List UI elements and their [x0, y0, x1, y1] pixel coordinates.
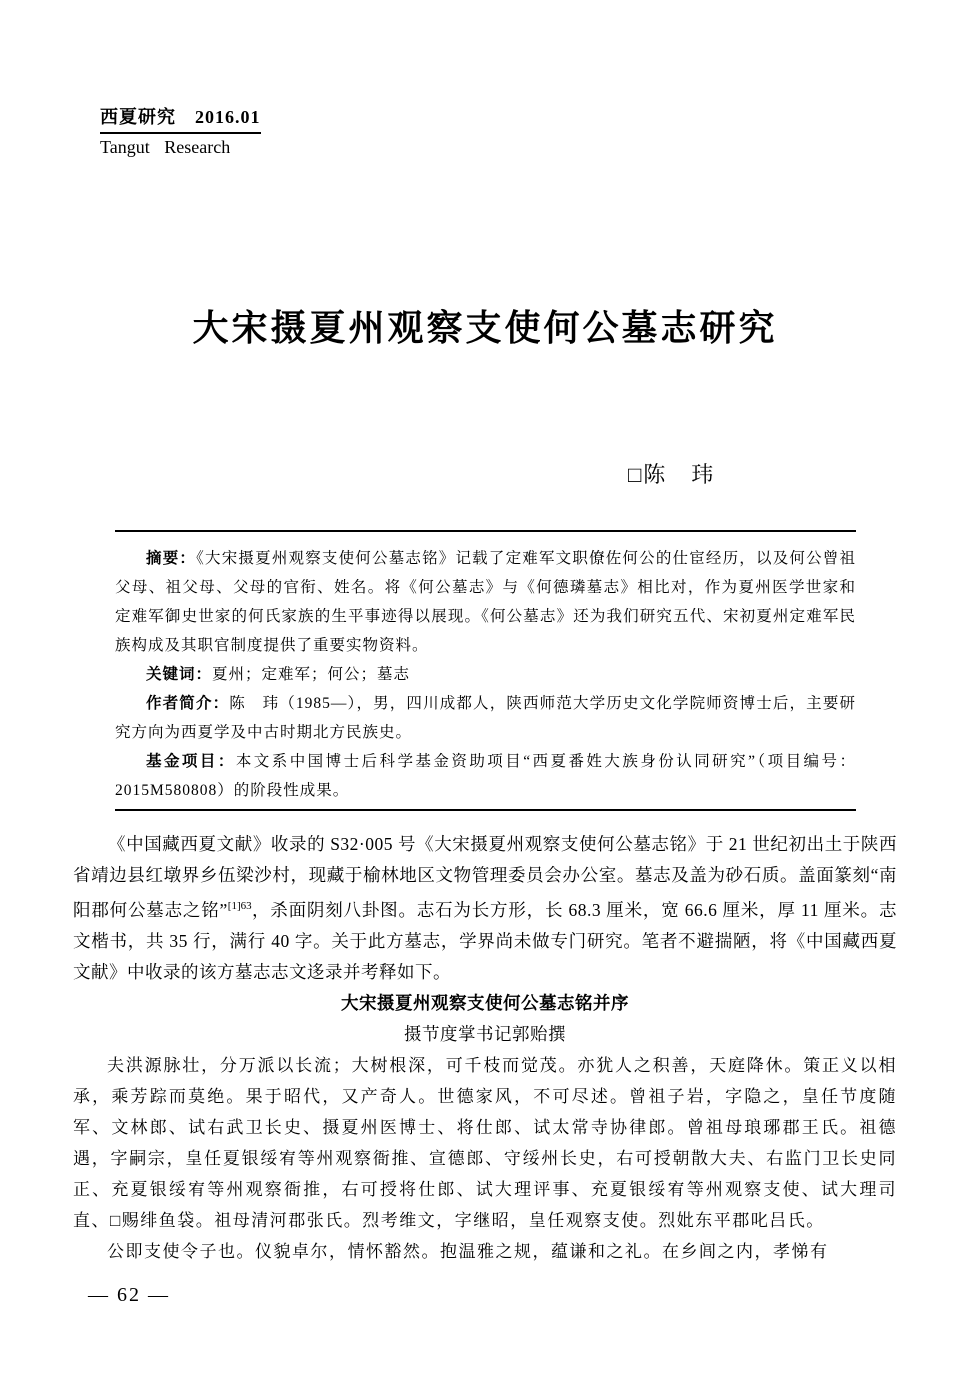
keywords-text: 夏州；定难军；何公；墓志: [212, 666, 411, 683]
epitaph-byline: 摄节度掌书记郭贻撰: [404, 1023, 566, 1044]
abstract-divider-top: [115, 530, 856, 532]
author-name: □陈 玮: [628, 462, 716, 487]
keywords-line: [115, 660, 856, 689]
abstract-paragraph: [115, 544, 856, 660]
body-paragraph-1-text: 《中国藏西夏文献》收录的 S32·005 号《大宋摄夏州观察支使何公墓志铭》于 21 世纪初出土于陕西省靖边县红墩界乡伍梁沙村，现藏于榆林地区文物管理委员会办公室。墓志及盖为砂石质。盖面篆刻“南阳郡何公墓志之铭”: [73, 834, 897, 920]
funding-label: 基金项目：: [146, 753, 236, 770]
funding-paragraph: [115, 747, 856, 805]
abstract-divider-bottom: [115, 809, 856, 811]
epitaph-paragraph-1: 夫洪源脉壮，分万派以长流；大树根深，可千枝而觉茂。亦犹人之积善，天庭降休。策正义以相承，乘芳踪而莫绝。果于昭代，又产奇人。世德家风，不可尽述。曾祖子岩，字隐之，皇任节度随军、文林郎、试右武卫长史、摄夏州医博士、将仕郎、试太常寺协律郎。曾祖母琅琊郡王氏。祖德遇，字嗣宗，皇任夏银绥宥等州观察衙推、宣德郎、守绥州长史，右可授朝散大夫、右监门卫长史同正、充夏银绥宥等州观察衙推，右可授将仕郎、试大理评事、充夏银绥宥等州观察支使、试大理司直、□赐绯鱼袋。祖母清河郡张氏。烈考维文，字继昭，皇任观察支使。烈妣东平郡叱吕氏。: [73, 1055, 897, 1230]
footnote-reference: [1]63: [227, 900, 252, 912]
author-bio-paragraph: [115, 689, 856, 747]
journal-title-zh: 西夏研究 2016.01: [100, 103, 261, 134]
article-title: 大宋摄夏州观察支使何公墓志研究: [192, 307, 778, 348]
epitaph-paragraph-2: 公即支使令子也。仪貌卓尔，情怀豁然。抱温雅之规，蕴谦和之礼。在乡闾之内，孝悌有: [107, 1241, 829, 1261]
journal-header: [100, 103, 261, 158]
abstract-block: [115, 544, 856, 805]
page-number: — 62 —: [88, 1284, 170, 1306]
abstract-text: 《大宋摄夏州观察支使何公墓志铭》记载了定难军文职僚佐何公的仕宦经历，以及何公曾祖父母、祖父母、父母的官衔、姓名。将《何公墓志》与《何德璘墓志》相比对，作为夏州医学世家和定难军御史世家的何氏家族的生平事迹得以展现。《何公墓志》还为我们研究五代、宋初夏州定难军民族构成及其职官制度提供了重要实物资料。: [115, 550, 856, 654]
author-bio-label: 作者简介：: [146, 695, 230, 712]
keywords-label: 关键词：: [146, 666, 213, 683]
body-paragraph-1: [73, 829, 897, 988]
article-body: [73, 829, 897, 1267]
author-bio-text: 陈 玮（1985—），男，四川成都人，陕西师范大学历史文化学院师资博士后，主要研究方向为西夏学及中古时期北方民族史。: [115, 695, 856, 741]
epitaph-title: 大宋摄夏州观察支使何公墓志铭并序: [341, 992, 629, 1013]
body-paragraph-1-continuation: ，杀面阴刻八卦图。志石为长方形，长 68.3 厘米，宽 66.6 厘米，厚 11 厘米。志文楷书，共 35 行，满行 40 字。关于此方墓志，学界尚未做专门研究。笔者不避揣陋，将《中国藏西夏文献》中收录的该方墓志志文迻录并考释如下。: [73, 899, 897, 982]
journal-title-en: Tangut Research: [100, 137, 231, 157]
abstract-label: 摘要：: [146, 550, 197, 567]
funding-text: 本文系中国博士后科学基金资助项目“西夏番姓大族身份认同研究”（项目编号：2015M580808）的阶段性成果。: [115, 753, 856, 799]
